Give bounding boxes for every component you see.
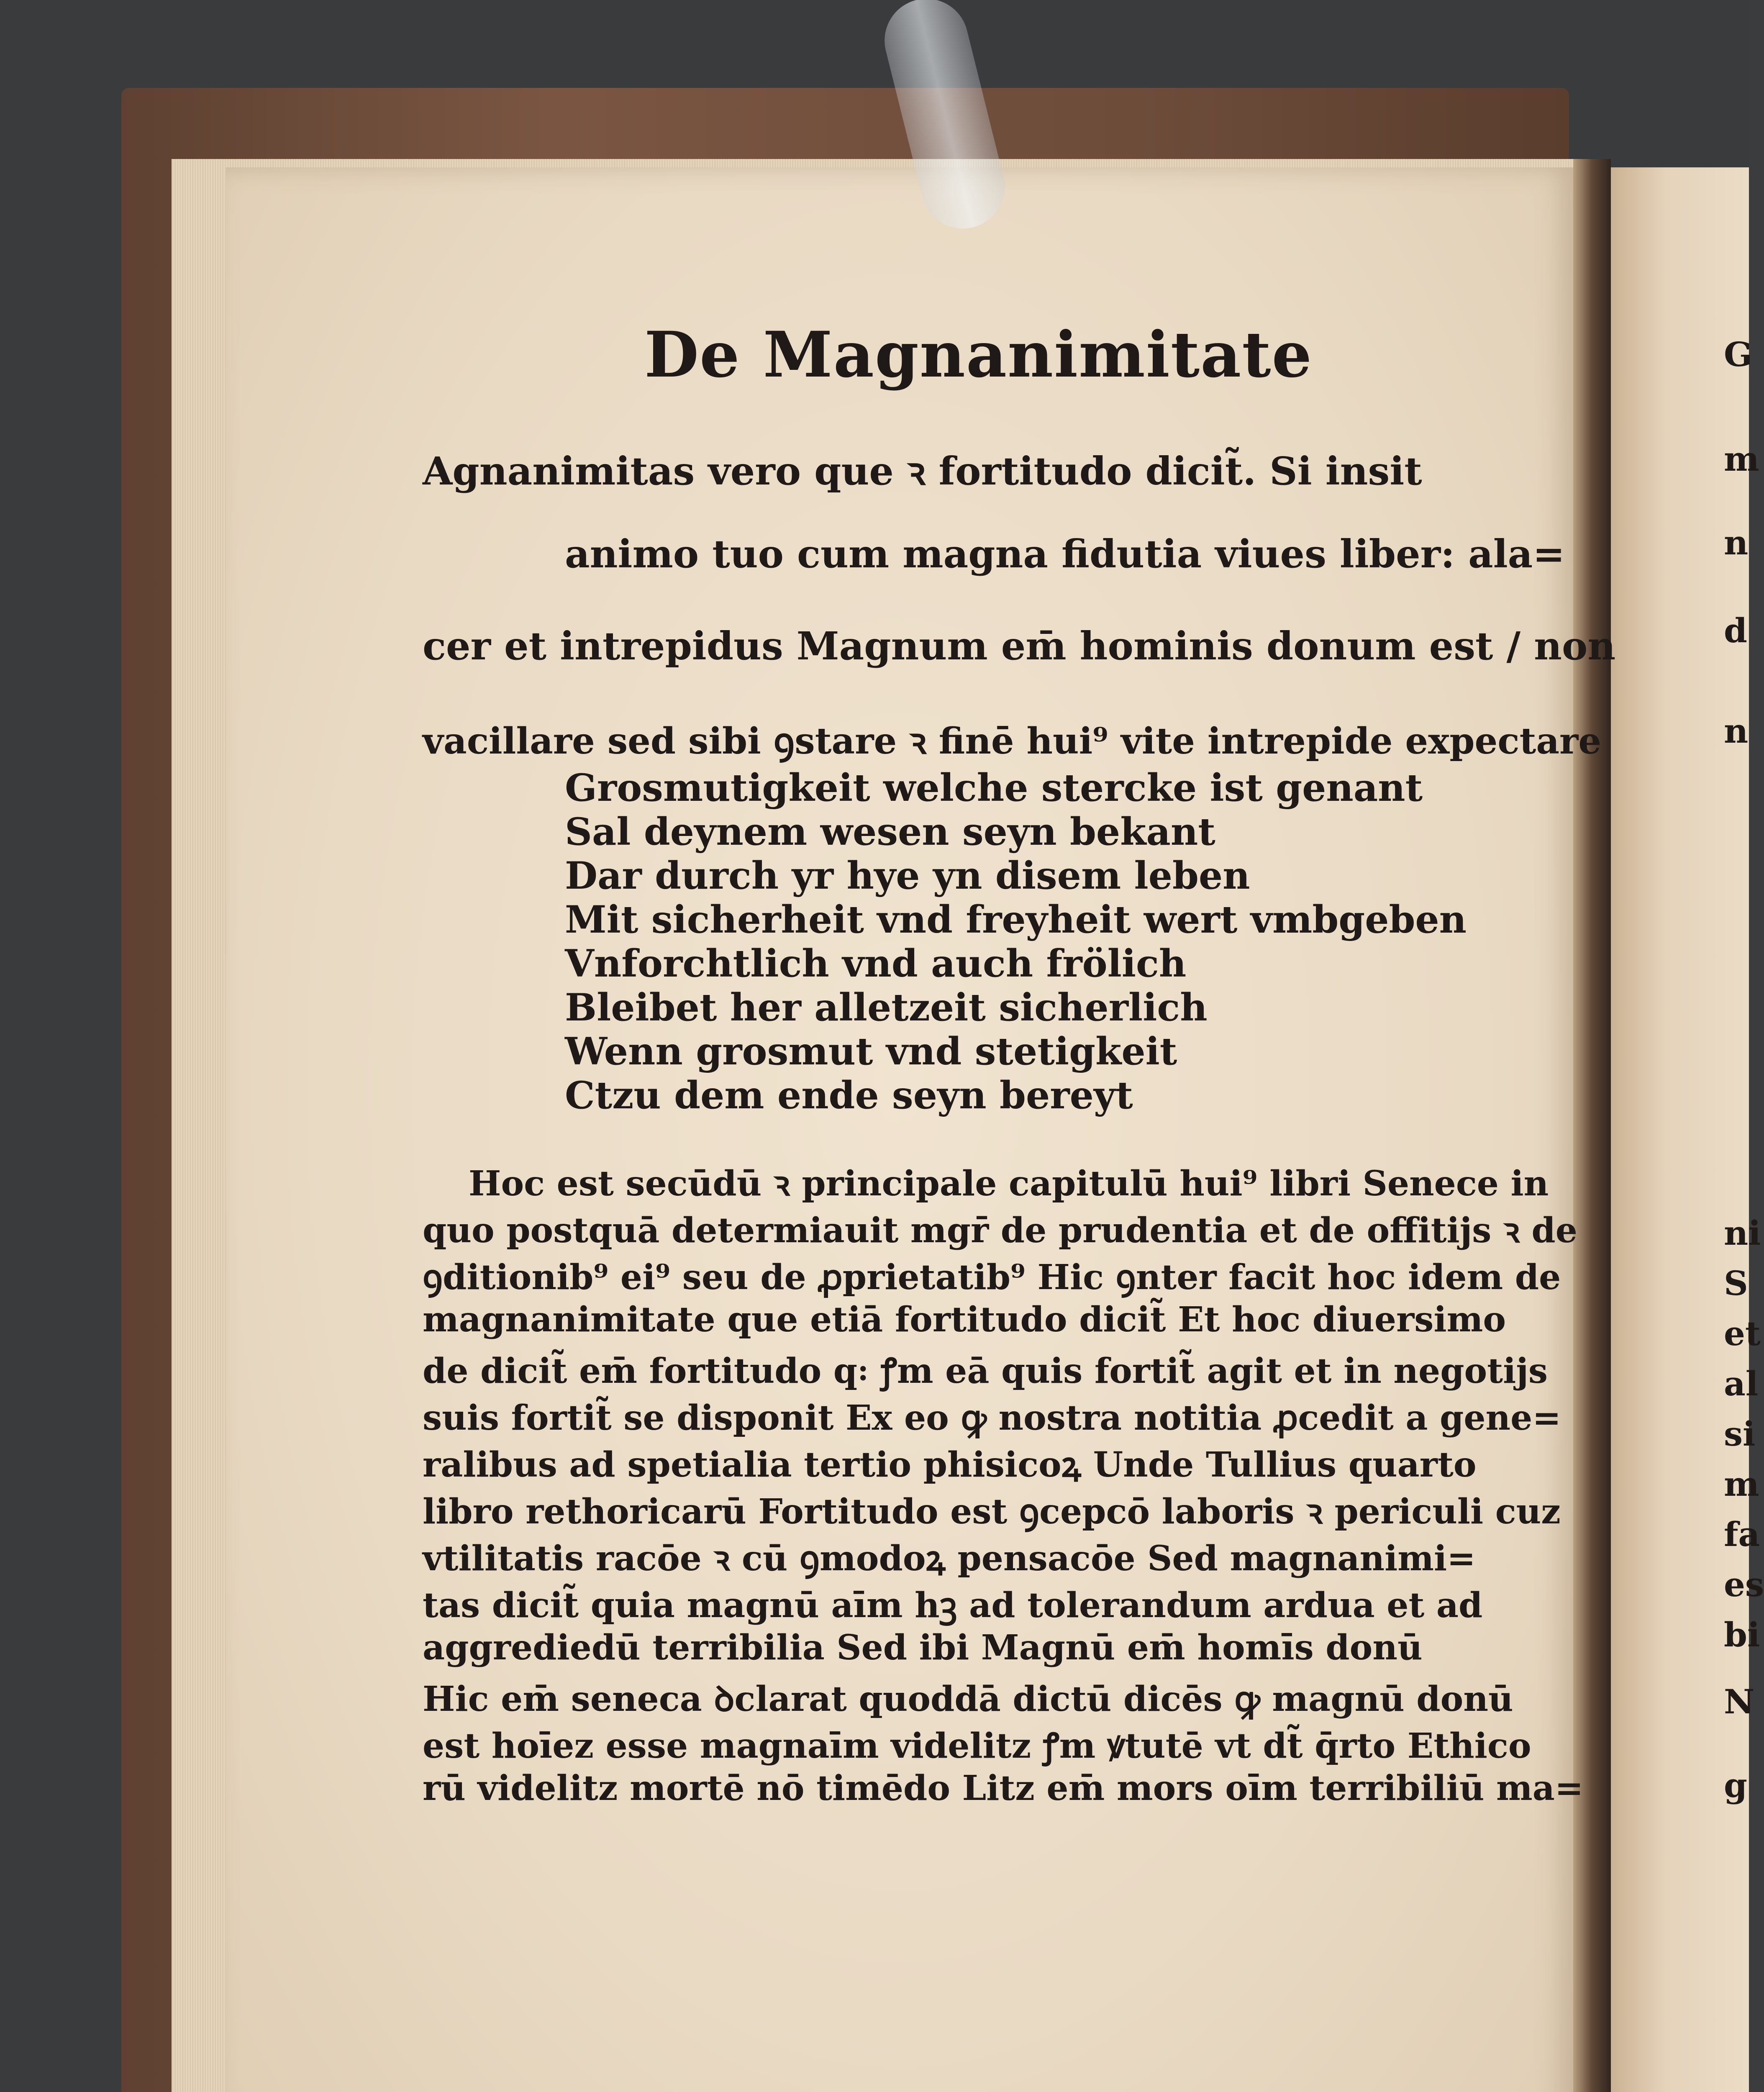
verse-line: Wenn grosmut vnd stetigkeit — [565, 1029, 1177, 1074]
verse-line: Bleibet her alletzeit sicherlich — [565, 985, 1208, 1030]
commentary-line: est hoīez esse magnaīm videlitz ꝭm ꝟtutē vt dt̃ q̄rto Ethico — [423, 1726, 1531, 1766]
facing-page-fragment: S — [1724, 1264, 1748, 1303]
facing-page-fragment: m — [1724, 439, 1759, 479]
facing-page-fragment: fa — [1724, 1515, 1760, 1554]
commentary-line: Hoc est secūdū ꝛ principale capitulū hui⁹ libri Senece in — [469, 1164, 1549, 1204]
verse-line: Vnforchtlich vnd auch frölich — [565, 941, 1187, 986]
facing-page-fragment: ni — [1724, 1213, 1761, 1253]
facing-page-fragment: n — [1724, 711, 1749, 751]
facing-page-fragment: N — [1724, 1682, 1755, 1721]
verse-line: Mit sicherheit vnd freyheit wert vmbgeben — [565, 897, 1467, 942]
commentary-line: suis fortit̃ se disponit Ex eo ꝙ nostra notitia ꝓcedit a gene= — [423, 1398, 1561, 1438]
commentary-line: ꝯditionib⁹ ei⁹ seu de ꝓprietatib⁹ Hic ꝯnter facit hoc idem de — [423, 1257, 1561, 1297]
facing-page-fragment: es — [1724, 1565, 1764, 1604]
facing-page-fragment: al — [1724, 1364, 1759, 1403]
main-text-line: animo tuo cum magna fidutia viues liber: ala= — [565, 531, 1565, 577]
main-text-line: vacillare sed sibi ꝯstare ꝛ finē hui⁹ vite intrepide expectare — [423, 720, 1602, 762]
commentary-line: quo postquā determiauit mgr̄ de prudentia et de offitijs ꝛ de — [423, 1210, 1577, 1251]
page-title: De Magnanimitate — [644, 318, 1313, 392]
commentary-line: aggrediedū terribilia Sed ibi Magnū em̄ homīs donū — [423, 1628, 1423, 1668]
facing-page-fragment: G — [1724, 335, 1753, 374]
commentary-line: tas dicit̃ quia magnū aīm hꝫ ad tolerandum ardua et ad — [423, 1585, 1483, 1625]
facing-page-fragment: g — [1724, 1766, 1747, 1805]
verse-line: Sal deynem wesen seyn bekant — [565, 810, 1215, 854]
facing-page-fragment: d — [1724, 611, 1747, 650]
facing-page-fragment: bi — [1724, 1615, 1760, 1654]
verse-line: Dar durch yr hye yn disem leben — [565, 854, 1250, 898]
main-text-line: Agnanimitas vero que ꝛ fortitudo dicit̃. Si insit — [423, 449, 1422, 494]
commentary-line: Hic em̄ seneca ꝺclarat quoddā dictū dicēs ꝙ magnū donū — [423, 1679, 1513, 1719]
verse-line: Grosmutigkeit welche stercke ist genant — [565, 766, 1423, 810]
facing-page-fragment: m — [1724, 1464, 1759, 1504]
facing-page-fragment: n — [1724, 523, 1749, 562]
commentary-line: ralibus ad spetialia tertio phisicoꝝ Unde Tullius quarto — [423, 1445, 1477, 1485]
facing-page-fragment: et — [1724, 1314, 1761, 1353]
commentary-line: de dicit̃ em̄ fortitudo q꞉ ꝭm eā quis fortit̃ agit et in negotijs — [423, 1351, 1548, 1391]
commentary-line: vtilitatis racōe ꝛ cū ꝯmodoꝝ pensacōe Sed magnanimi= — [423, 1538, 1476, 1579]
main-text-line: cer et intrepidus Magnum em̄ hominis donum est / non — [423, 623, 1616, 669]
facing-page-fragment: si — [1724, 1414, 1756, 1454]
commentary-line: libro rethoricarū Fortitudo est ꝯcepcō laboris ꝛ periculi cuz — [423, 1492, 1561, 1532]
verse-line: Ctzu dem ende seyn bereyt — [565, 1073, 1133, 1118]
commentary-line: rū videlitz mortē nō timēdo Litz em̄ mors oīm terribiliū ma= — [423, 1768, 1584, 1808]
commentary-line: magnanimitate que etiā fortitudo dicit̃ Et hoc diuersimo — [423, 1300, 1506, 1340]
